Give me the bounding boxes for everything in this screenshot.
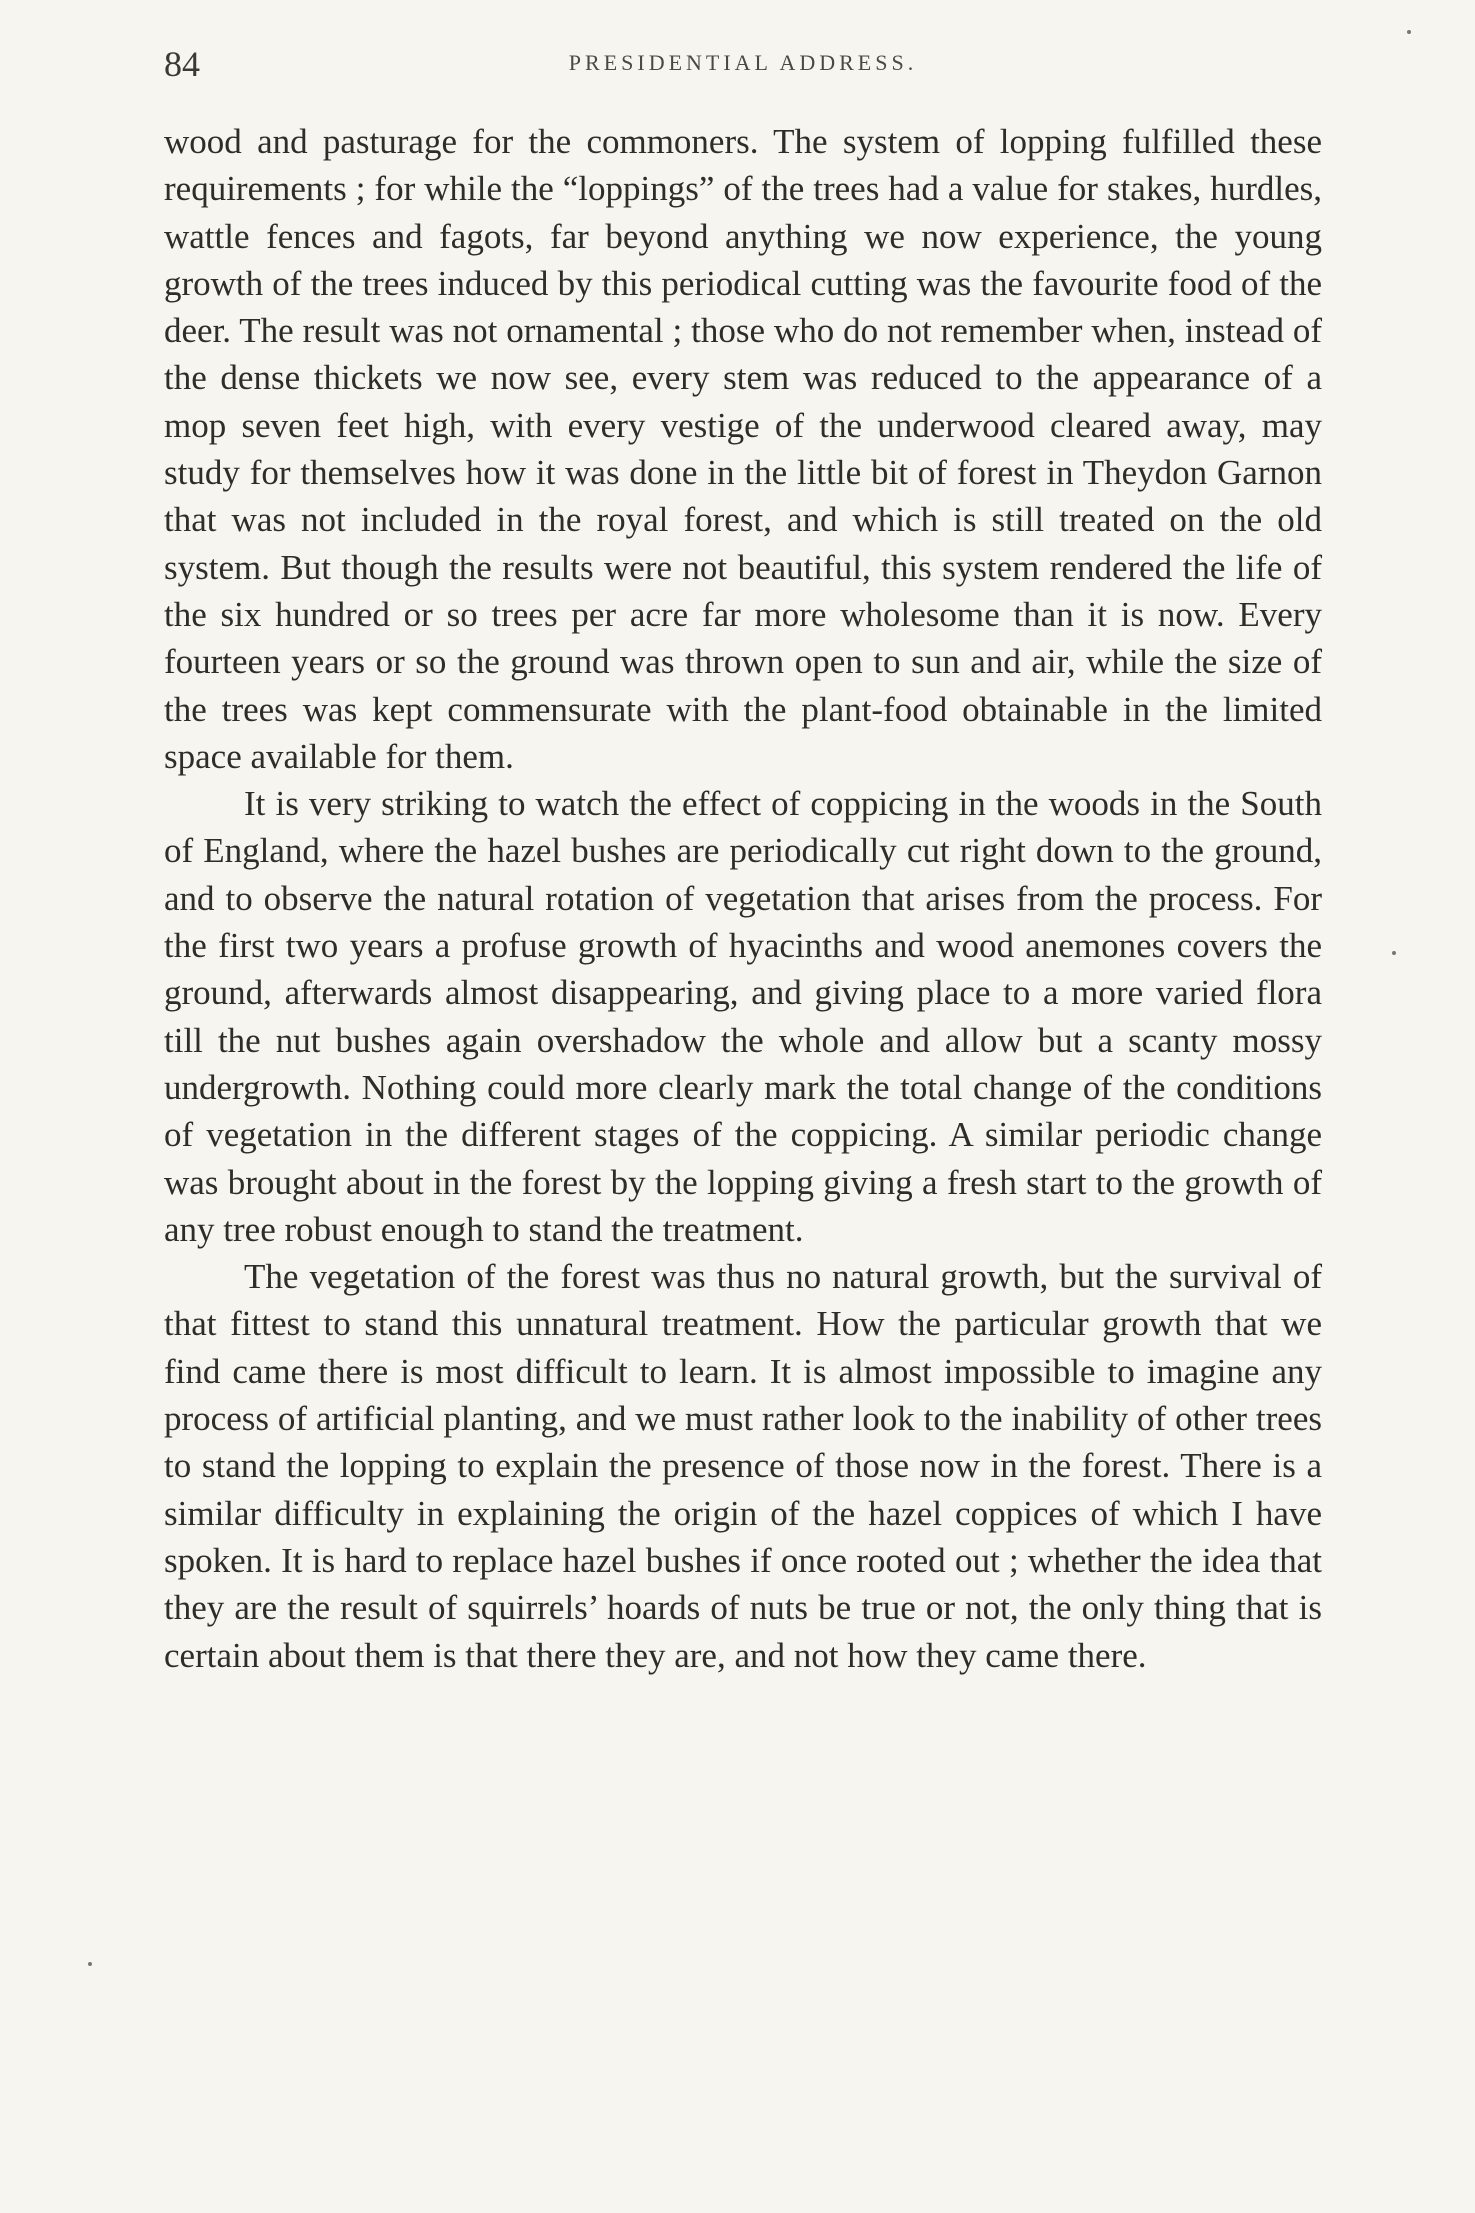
paragraph-2: It is very striking to watch the effect of coppicing in the woods in the South of England, where the hazel bushes are periodically cut right down to the ground, and to observe the natural rotation of vegetation that arises from the process. For the first two years a profuse growth of hyacinths and wood anemones covers the ground, afterwards almost disappearing, and giving place to a more varied flora till the nut bushes again overshadow the whole and allow but a scanty mossy undergrowth. Nothing could more clearly mark the total change of the conditions of vegetation in the different stages of the coppicing. A similar periodic change was brought about in the forest by the lopping giving a fresh start to the growth of any tree robust enough to stand the treatment. <box>164 784 1322 1249</box>
paragraph-1: wood and pasturage for the commoners. The system of lopping fulfilled these requirements ; for while the “loppings” of the trees had a value for stakes, hurdles, wattle fences and fagots, far beyond anything we now experience, the young growth of the trees induced by this periodical cutting was the favourite food of the deer. The result was not ornamental ; those who do not remember when, instead of the dense thickets we now see, every stem was reduced to the appearance of a mop seven feet high, with every vestige of the underwood cleared away, may study for themselves how it was done in the little bit of forest in Theydon Garnon that was not included in the royal forest, and which is still treated on the old system. But though the results were not beautiful, this system rendered the life of the six hundred or so trees per acre far more wholesome than it is now. Every fourteen years or so the ground was thrown open to sun and air, while the size of the trees was kept commensurate with the plant-food obtainable in the limited space available for them. <box>164 122 1322 776</box>
paper-speck <box>1407 30 1411 34</box>
paragraph-3: The vegetation of the forest was thus no natural growth, but the survival of that fittest to stand this unnatural treatment. How the particular growth that we find came there is most difficult to learn. It is almost impossible to imagine any process of artificial planting, and we must rather look to the inability of other trees to stand the lopping to explain the presence of those now in the forest. There is a similar difficulty in explaining the origin of the hazel coppices of which I have spoken. It is hard to replace hazel bushes if once rooted out ; whether the idea that they are the result of squirrels’ hoards of nuts be true or not, the only thing that is certain about them is that there they are, and not how they came there. <box>164 1257 1322 1675</box>
running-title: PRESIDENTIAL ADDRESS. <box>568 50 918 75</box>
paper-speck <box>88 1962 92 1966</box>
running-head <box>164 44 1322 84</box>
page-number: 84 <box>164 44 200 84</box>
body-text <box>164 118 1322 1679</box>
paper-speck <box>1392 951 1396 955</box>
